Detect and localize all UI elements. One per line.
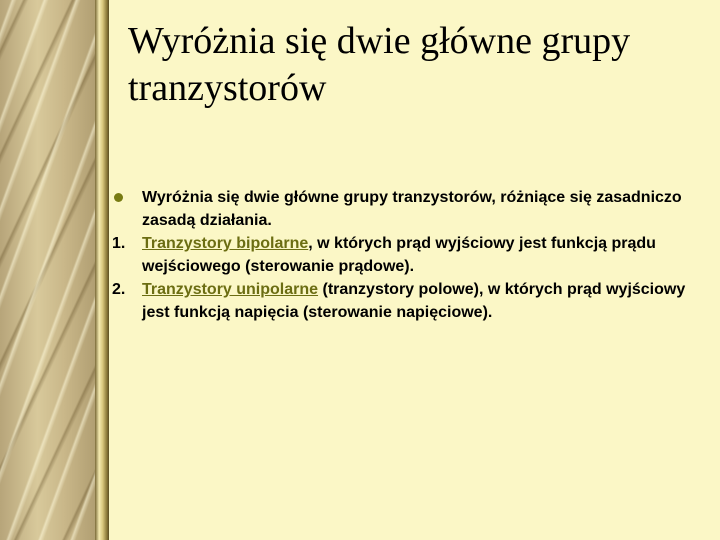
list-item-text: (tranzystory polowe), w których prąd wyjściowy jest funkcją napięcia (sterowanie napięciowe). — [142, 281, 686, 321]
list-item-unipolar — [110, 278, 690, 324]
marble-border — [0, 0, 107, 540]
slide-body — [110, 186, 690, 324]
list-item-bipolar — [110, 232, 690, 278]
bullet-text: Wyróżnia się dwie główne grupy tranzystorów, różniące się zasadniczo zasadą działania. — [142, 189, 682, 229]
gold-rod-divider — [95, 0, 109, 540]
bipolar-link[interactable]: Tranzystory bipolarne — [142, 235, 309, 252]
slide-title: Wyróżnia się dwie główne grupy tranzystorów — [128, 20, 631, 109]
bullet-item — [110, 186, 690, 232]
unipolar-link[interactable]: Tranzystory unipolarne — [142, 281, 319, 298]
list-number: 1. — [112, 235, 126, 252]
list-item-text: , w których prąd wyjściowy jest funkcją prądu wejściowego (sterowanie prądowe). — [142, 235, 656, 275]
list-number: 2. — [112, 281, 126, 298]
bullet-dot-icon — [114, 193, 123, 202]
